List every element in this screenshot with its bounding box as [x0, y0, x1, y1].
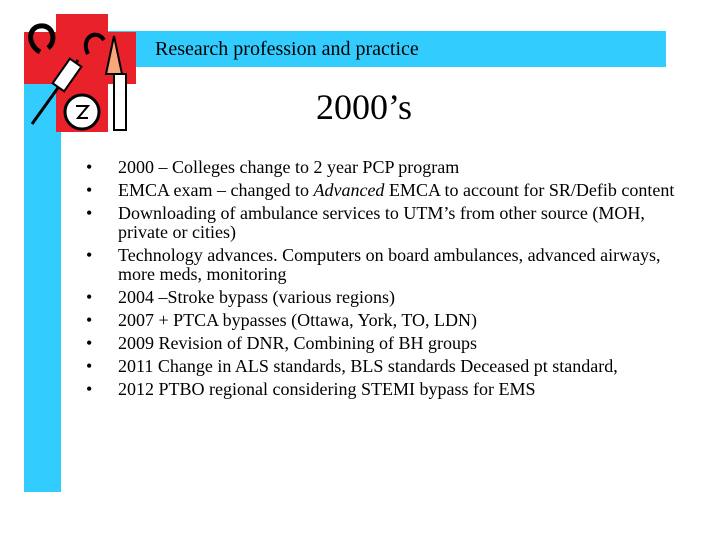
list-item — [86, 181, 686, 200]
bullet-marker: • — [86, 379, 93, 399]
bullet-marker: • — [86, 356, 93, 376]
bullet-text-end: EMCA to account for SR/Defib content — [384, 180, 675, 200]
bullet-marker: • — [86, 333, 93, 353]
bullet-text: 2000 – Colleges change to 2 year PCP program — [118, 157, 460, 177]
bullet-text: 2011 Change in ALS standards, BLS standards Deceased pt standard, — [118, 356, 618, 376]
bullet-marker: • — [86, 180, 93, 200]
bullet-text: 2004 –Stroke bypass (various regions) — [118, 287, 395, 307]
bullet-emphasis: Advanced — [313, 180, 385, 200]
bullet-text: Technology advances. Computers on board ambulances, advanced airways, more meds, monitoring — [118, 245, 661, 284]
list-item — [86, 311, 686, 330]
bullet-marker: • — [86, 157, 93, 177]
bullet-marker: • — [86, 203, 93, 223]
list-item — [86, 246, 686, 284]
bullet-marker: • — [86, 245, 93, 265]
list-item — [86, 380, 686, 399]
slide-title: 2000’s — [315, 87, 412, 127]
bullet-text: 2007 + PTCA bypasses (Ottawa, York, TO, LDN) — [118, 310, 477, 330]
bullet-marker: • — [86, 310, 93, 330]
bullet-list — [86, 158, 686, 403]
bullet-marker: • — [86, 287, 93, 307]
bullet-text: 2009 Revision of DNR, Combining of BH groups — [118, 333, 478, 353]
list-item — [86, 288, 686, 307]
list-item — [86, 204, 686, 242]
list-item — [86, 334, 686, 353]
bullet-text-start: EMCA exam – changed to — [118, 180, 314, 200]
list-item — [86, 158, 686, 177]
list-item — [86, 357, 686, 376]
bullet-text: 2012 PTBO regional considering STEMI bypass for EMS — [118, 379, 536, 399]
bullet-text: Downloading of ambulance services to UTM’s from other source (MOH, private or cities) — [118, 203, 645, 242]
header-title: Research profession and practice — [155, 38, 419, 60]
